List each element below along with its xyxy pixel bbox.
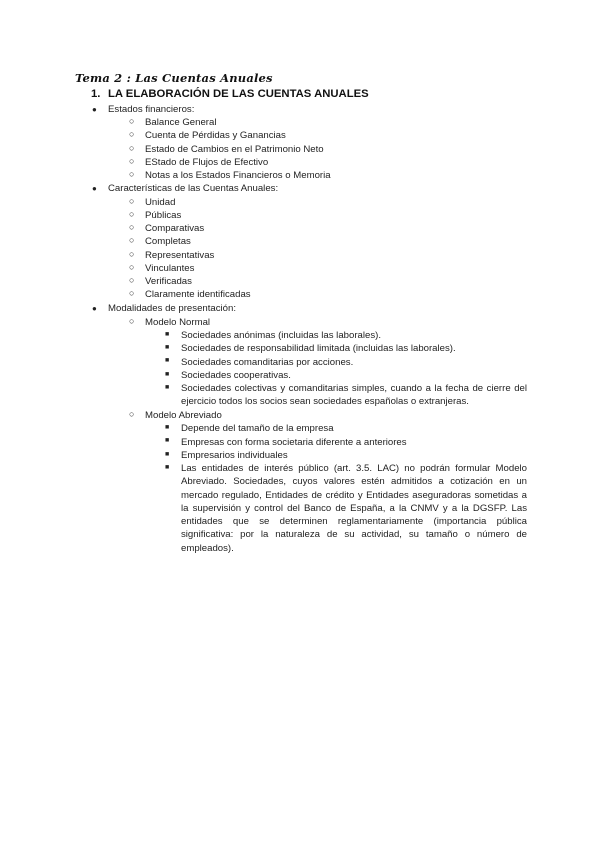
square-bullet-icon: ■ [165,344,170,351]
list-item: Representativas [145,250,215,261]
square-bullet-icon: ■ [165,424,170,431]
square-bullet-icon: ■ [165,357,170,364]
disc-bullet-icon: ● [92,105,97,114]
square-bullet-icon: ■ [165,451,170,458]
list-item-paragraph: Sociedades colectivas y comanditarias simples, cuando a la fecha de cierre del ejercicio todos los socios sean sociedades españolas o extranjeras. [181,383,527,408]
list-item: Sociedades cooperativas. [181,370,291,381]
list-item: Sociedades anónimas (incluidas las laborales). [181,330,381,341]
group-label-estados: Estados financieros: [108,104,195,115]
list-item: Verificadas [145,276,192,287]
list-item: Cuenta de Pérdidas y Ganancias [145,130,286,141]
circle-bullet-icon: ○ [129,116,135,126]
list-item: Balance General [145,117,217,128]
square-bullet-icon: ■ [165,331,170,338]
disc-bullet-icon: ● [92,184,97,193]
circle-bullet-icon: ○ [129,169,135,179]
circle-bullet-icon: ○ [129,129,135,139]
square-bullet-icon: ■ [165,371,170,378]
list-item: Comparativas [145,223,205,234]
list-item: Empresas con forma societaria diferente a anteriores [181,437,407,448]
square-bullet-icon: ■ [165,384,170,391]
circle-bullet-icon: ○ [129,275,135,285]
list-item: Completas [145,236,191,247]
section-title: LA ELABORACIÓN DE LAS CUENTAS ANUALES [108,88,369,100]
circle-bullet-icon: ○ [129,143,135,153]
topic-title: Tema 2 : Las Cuentas Anuales [75,71,273,85]
list-item-paragraph: Las entidades de interés público (art. 3.5. LAC) no podrán formular Modelo Abreviado. Sociedades, cuyos valores estén admitidos a cotización en un mercado regulado, Entidades de crédito y Entidades aseguradoras sometidas a la supervisión y control del Banco de España, a la CNMV y a la DGSFP. Las entidades que se determinen reglamentariamente (importancia pública significativa: por la naturaleza de su actividad, su tamaño o número de empleados). [181,463,527,554]
square-bullet-icon: ■ [165,437,170,444]
section-heading [91,88,369,100]
circle-bullet-icon: ○ [129,235,135,245]
section-number: 1. [91,88,101,100]
model-label-normal: Modelo Normal [145,317,211,328]
circle-bullet-icon: ○ [129,209,135,219]
circle-bullet-icon: ○ [129,156,135,166]
list-item: Empresarios individuales [181,450,288,461]
list-item: Claramente identificadas [145,289,251,300]
list-item: Públicas [145,210,182,221]
list-item: Unidad [145,197,176,208]
circle-bullet-icon: ○ [129,288,135,298]
circle-bullet-icon: ○ [129,409,135,419]
circle-bullet-icon: ○ [129,196,135,206]
circle-bullet-icon: ○ [129,249,135,259]
list-item: Sociedades de responsabilidad limitada (incluidas las laborales). [181,343,456,354]
model-label-abreviado: Modelo Abreviado [145,410,222,421]
list-item: Sociedades comanditarias por acciones. [181,357,354,368]
list-item: Notas a los Estados Financieros o Memoria [145,170,331,181]
circle-bullet-icon: ○ [129,222,135,232]
list-item: Vinculantes [145,263,195,274]
circle-bullet-icon: ○ [129,316,135,326]
group-label-caracteristicas: Características de las Cuentas Anuales: [108,183,279,194]
square-bullet-icon: ■ [165,464,170,471]
list-item: Depende del tamaño de la empresa [181,423,334,434]
circle-bullet-icon: ○ [129,262,135,272]
group-label-modalidades: Modalidades de presentación: [108,303,237,314]
list-item: EStado de Flujos de Efectivo [145,157,269,168]
disc-bullet-icon: ● [92,304,97,313]
list-item: Estado de Cambios en el Patrimonio Neto [145,144,324,155]
